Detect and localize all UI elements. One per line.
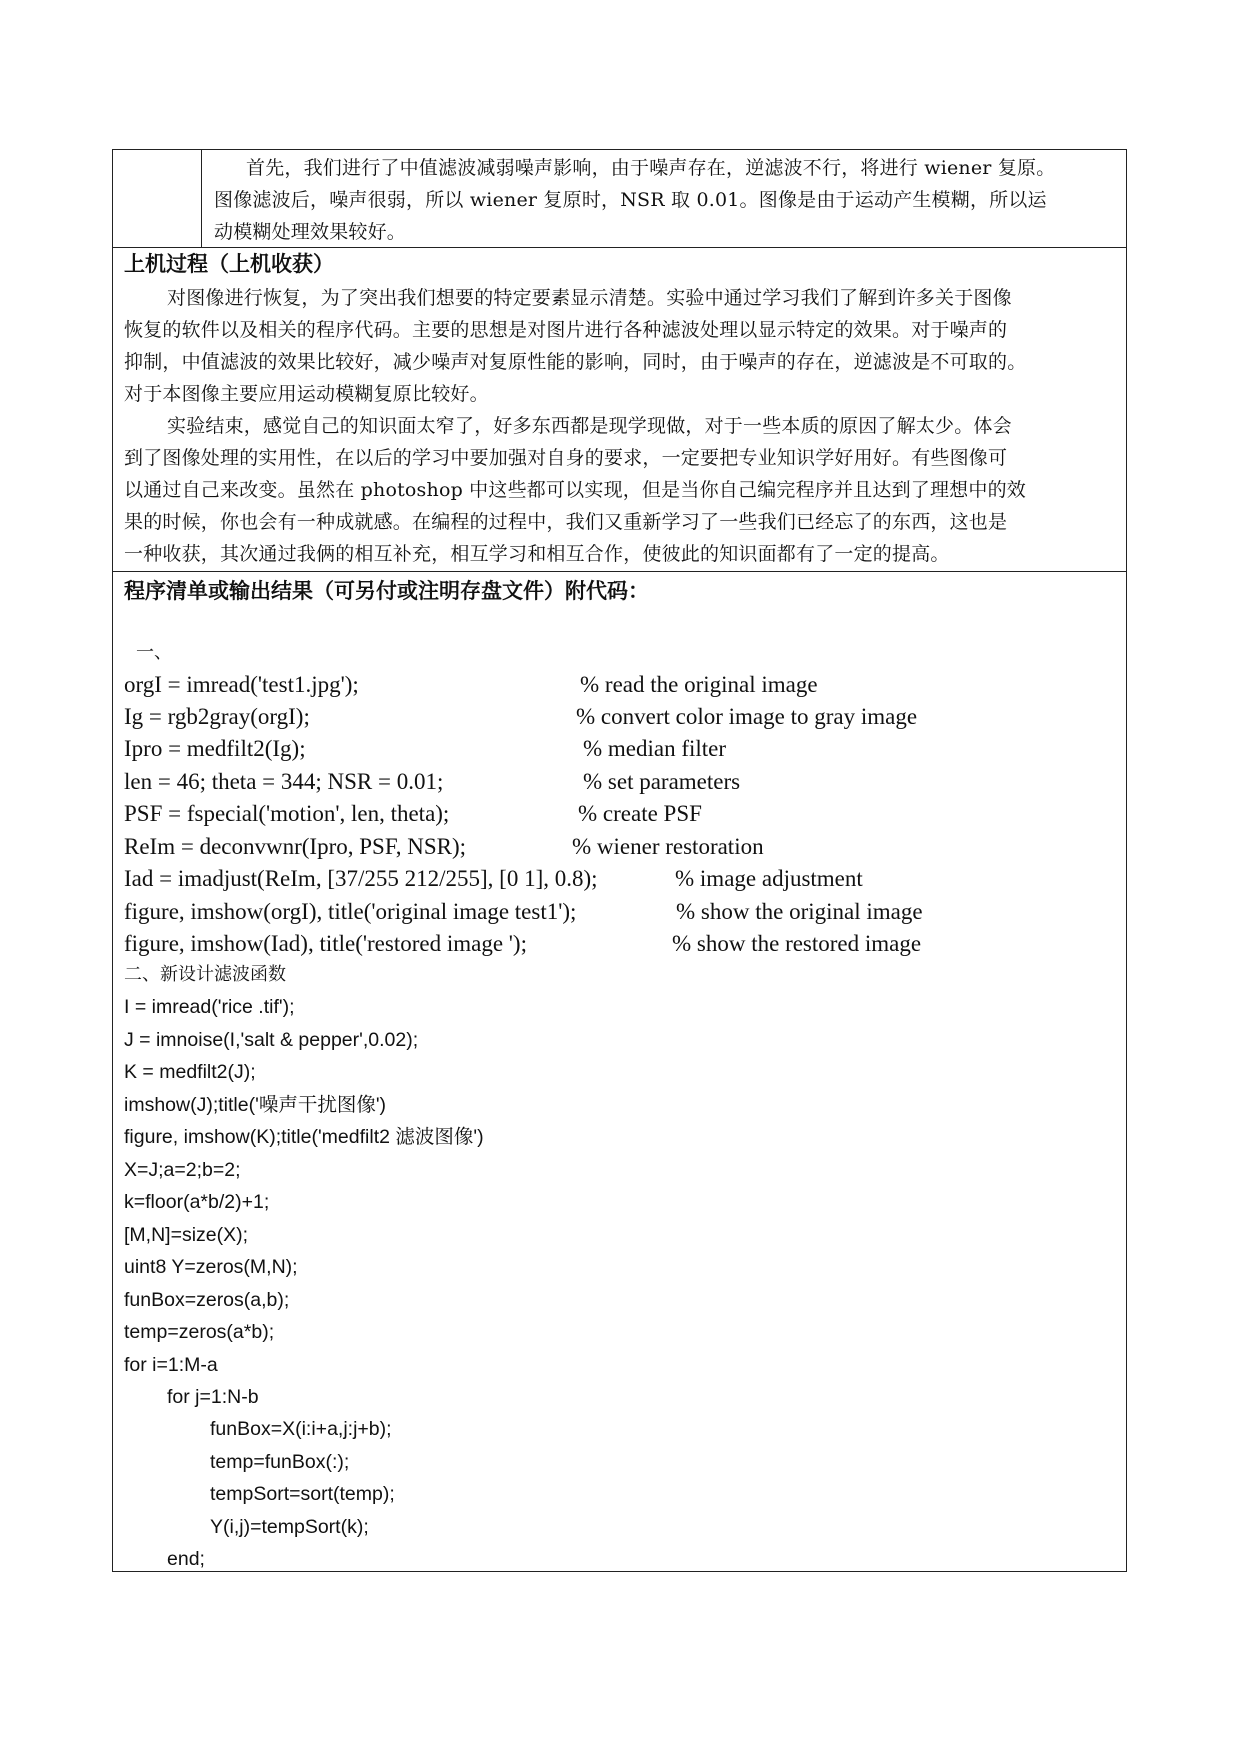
code-line: funBox=zeros(a,b); bbox=[124, 1289, 290, 1311]
code-comment: % image adjustment bbox=[675, 866, 863, 891]
code-line: I = imread('rice .tif'); bbox=[124, 996, 295, 1018]
process-line-4: 对于本图像主要应用运动模糊复原比较好。 bbox=[124, 383, 489, 405]
code-line: temp=zeros(a*b); bbox=[124, 1321, 275, 1343]
code-line: J = imnoise(I,'salt & pepper',0.02); bbox=[124, 1029, 419, 1051]
code-comment: % median filter bbox=[583, 736, 727, 761]
code-line: end; bbox=[167, 1548, 205, 1570]
process-line-3: 抑制，中值滤波的效果比较好，减少噪声对复原性能的影响，同时，由于噪声的存在，逆滤波是不可取的。 bbox=[124, 351, 1027, 373]
code-line: Iad = imadjust(ReIm, [37/255 212/255], [0 1], 0.8); bbox=[124, 866, 598, 891]
summary-line-3: 动模糊处理效果较好。 bbox=[214, 221, 407, 243]
code-line: X=J;a=2;b=2; bbox=[124, 1159, 241, 1181]
code-comment: % wiener restoration bbox=[572, 834, 764, 859]
process-line-8: 果的时候，你也会有一种成就感。在编程的过程中，我们又重新学习了一些我们已经忘了的东西，这也是 bbox=[124, 511, 1008, 533]
code-line: temp=funBox(:); bbox=[210, 1451, 350, 1473]
process-line-9: 一种收获，其次通过我俩的相互补充，相互学习和相互合作，使彼此的知识面都有了一定的提高。 bbox=[124, 543, 950, 565]
code-line: K = medfilt2(J); bbox=[124, 1061, 256, 1083]
code-line: Ipro = medfilt2(Ig); bbox=[124, 736, 306, 761]
summary-line-2: 图像滤波后，噪声很弱，所以 wiener 复原时，NSR 取 0.01。图像是由于运动产生模糊，所以运 bbox=[214, 189, 1047, 211]
summary-label-column-divider bbox=[201, 150, 202, 247]
code-line: Y(i,j)=tempSort(k); bbox=[210, 1516, 369, 1538]
code-line: orgI = imread('test1.jpg'); bbox=[124, 672, 359, 697]
row-divider-1 bbox=[113, 247, 1126, 248]
code-line: Ig = rgb2gray(orgI); bbox=[124, 704, 310, 729]
process-line-6: 到了图像处理的实用性，在以后的学习中要加强对自身的要求，一定要把专业知识学好用好。有些图像可 bbox=[124, 447, 1008, 469]
process-line-2: 恢复的软件以及相关的程序代码。主要的思想是对图片进行各种滤波处理以显示特定的效果。对于噪声的 bbox=[124, 319, 1008, 341]
code-comment: % show the original image bbox=[676, 899, 923, 924]
code-comment: % create PSF bbox=[578, 801, 702, 826]
summary-line-1: 首先，我们进行了中值滤波减弱噪声影响，由于噪声存在，逆滤波不行，将进行 wiener 复原。 bbox=[246, 157, 1056, 179]
process-line-5: 实验结束，感觉自己的知识面太窄了，好多东西都是现学现做，对于一些本质的原因了解太少。体会 bbox=[167, 415, 1012, 437]
process-line-7: 以通过自己来改变。虽然在 photoshop 中这些都可以实现，但是当你自己编完程序并且达到了理想中的效 bbox=[124, 479, 1026, 501]
code-line: k=floor(a*b/2)+1; bbox=[124, 1191, 270, 1213]
code-line: for j=1:N-b bbox=[167, 1386, 259, 1408]
code-line: imshow(J);title('噪声干扰图像') bbox=[124, 1094, 387, 1116]
process-heading: 上机过程（上机收获） bbox=[124, 252, 334, 276]
code-line: figure, imshow(K);title('medfilt2 滤波图像') bbox=[124, 1126, 484, 1148]
program-heading: 程序清单或输出结果（可另付或注明存盘文件）附代码： bbox=[124, 579, 649, 603]
code-line: figure, imshow(orgI), title('original image test1'); bbox=[124, 899, 577, 924]
row-divider-2 bbox=[113, 571, 1126, 572]
code-line: tempSort=sort(temp); bbox=[210, 1483, 395, 1505]
code-line: len = 46; theta = 344; NSR = 0.01; bbox=[124, 769, 444, 794]
code-comment: % show the restored image bbox=[672, 931, 922, 956]
code-line: [M,N]=size(X); bbox=[124, 1224, 249, 1246]
part2-label: 二、新设计滤波函数 bbox=[124, 964, 286, 985]
code-line: figure, imshow(Iad), title('restored image '); bbox=[124, 931, 527, 956]
part1-label: 一、 bbox=[136, 642, 172, 663]
code-line: for i=1:M-a bbox=[124, 1354, 218, 1376]
code-line: funBox=X(i:i+a,j:j+b); bbox=[210, 1418, 392, 1440]
code-comment: % read the original image bbox=[580, 672, 818, 697]
code-comment: % convert color image to gray image bbox=[576, 704, 918, 729]
code-line: ReIm = deconvwnr(Ipro, PSF, NSR); bbox=[124, 834, 467, 859]
process-line-1: 对图像进行恢复，为了突出我们想要的特定要素显示清楚。实验中通过学习我们了解到许多关于图像 bbox=[167, 287, 1012, 309]
code-line: PSF = fspecial('motion', len, theta); bbox=[124, 801, 450, 826]
code-line: uint8 Y=zeros(M,N); bbox=[124, 1256, 298, 1278]
code-comment: % set parameters bbox=[583, 769, 741, 794]
